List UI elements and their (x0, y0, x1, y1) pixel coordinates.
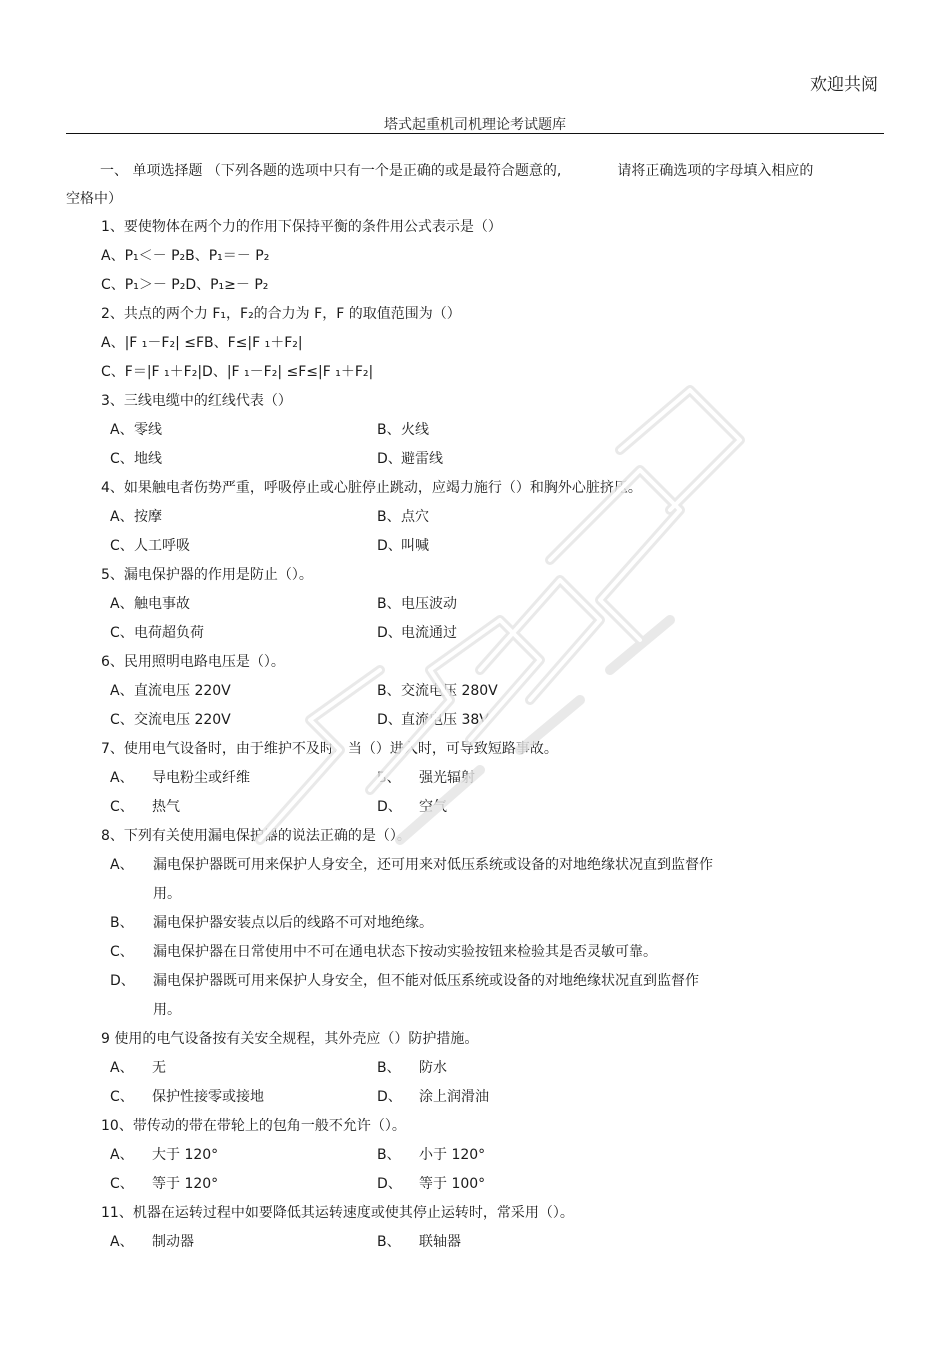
option-long (0, 909, 950, 938)
option-text: 电压波动 (401, 596, 457, 612)
option (110, 706, 231, 735)
option-key: B、 (377, 596, 401, 612)
question-1 (0, 213, 950, 300)
option-text: 触电事故 (134, 596, 190, 612)
option-text: 防水 (419, 1060, 447, 1076)
option-line: A、|F ₁－F₂| ≤FB、F≤|F ₁＋F₂| (101, 335, 303, 351)
option-row (0, 677, 950, 706)
option-text: 电荷超负荷 (134, 625, 204, 641)
option-row (0, 590, 950, 619)
option (110, 1141, 218, 1170)
option-key: A、 (110, 857, 134, 873)
option-text: 制动器 (152, 1234, 194, 1250)
option-key: B、 (377, 509, 401, 525)
option-key: C、 (110, 1089, 134, 1105)
option (377, 445, 443, 474)
option-key: B、 (377, 1234, 401, 1250)
option-row (0, 503, 950, 532)
option-key: C、 (110, 799, 134, 815)
option-text: 无 (152, 1060, 166, 1076)
option-row (0, 532, 950, 561)
option-key: B、 (377, 422, 401, 438)
option-text: 导电粉尘或纤维 (152, 770, 250, 786)
option-key: A、 (110, 1147, 134, 1163)
question-stem: 2、共点的两个力 F₁，F₂的合力为 F，F 的取值范围为（） (101, 306, 461, 322)
option-row (0, 1141, 950, 1170)
option-text: 人工呼吸 (134, 538, 190, 554)
option-row (0, 706, 950, 735)
option (377, 793, 447, 822)
option-line: C、P₁＞－ P₂D、P₁≥－ P₂ (101, 277, 269, 293)
option-long (0, 938, 950, 967)
option-line: C、F＝|F ₁＋F₂|D、|F ₁－F₂| ≤F≤|F ₁＋F₂| (101, 364, 374, 380)
option-text: 漏电保护器既可用来保护人身安全，但不能对低压系统或设备的对地绝缘状况直到监督作用。 (153, 973, 699, 1018)
option-text: 等于 120° (152, 1176, 219, 1192)
option-text: 交流电压 220V (134, 712, 231, 728)
option-row (0, 1170, 950, 1199)
question-8 (0, 822, 950, 1025)
option-key: C、 (110, 712, 134, 728)
option (110, 1054, 166, 1083)
option-text: 点穴 (401, 509, 429, 525)
option-key: D、 (377, 625, 402, 641)
option-text: 空气 (419, 799, 447, 815)
question-6 (0, 648, 950, 735)
option-row (0, 793, 950, 822)
option-row (0, 416, 950, 445)
title-divider (66, 133, 884, 134)
option (110, 1228, 194, 1257)
option-key: A、 (110, 509, 134, 525)
question-10 (0, 1112, 950, 1199)
option-key: B、 (110, 915, 134, 931)
question-stem: 10、带传动的带在带轮上的包角一般不允许（）。 (101, 1118, 406, 1134)
option-row (0, 1083, 950, 1112)
question-stem: 3、三线电缆中的红线代表（） (101, 393, 292, 409)
option-long (0, 967, 950, 1025)
option (110, 503, 162, 532)
header-welcome-text: 欢迎共阅 (810, 75, 878, 95)
option-row (0, 764, 950, 793)
option (377, 416, 429, 445)
section-intro (66, 157, 866, 213)
option-text: 保护性接零或接地 (152, 1089, 264, 1105)
question-stem: 7、使用电气设备时，由于维护不及时，当（）进入时，可导致短路事故。 (101, 741, 558, 757)
option-text: 零线 (134, 422, 162, 438)
option-key: A、 (110, 596, 134, 612)
option-text: 等于 100° (419, 1176, 486, 1192)
option-key: C、 (110, 625, 134, 641)
question-9 (0, 1025, 950, 1112)
option-row (0, 619, 950, 648)
option-row (0, 445, 950, 474)
option-text: 避雷线 (401, 451, 443, 467)
option-long (0, 851, 950, 909)
option-text: 联轴器 (419, 1234, 461, 1250)
option-text: 直流电压 220V (134, 683, 231, 699)
option (110, 764, 250, 793)
option-key: A、 (110, 422, 134, 438)
question-stem: 5、漏电保护器的作用是防止（）。 (101, 567, 313, 583)
option-key: A、 (110, 1060, 134, 1076)
option (377, 677, 498, 706)
option-key: D、 (377, 799, 402, 815)
option (377, 1141, 485, 1170)
question-4 (0, 474, 950, 561)
option-text: 交流电压 280V (401, 683, 498, 699)
question-stem: 4、如果触电者伤势严重，呼吸停止或心脏停止跳动，应竭力施行（）和胸外心脏挤压。 (101, 480, 642, 496)
question-11 (0, 1199, 950, 1257)
question-stem: 1、要使物体在两个力的作用下保持平衡的条件用公式表示是（） (101, 219, 502, 235)
option (377, 532, 429, 561)
question-stem: 9 使用的电气设备按有关安全规程，其外壳应（）防护措施。 (101, 1031, 479, 1047)
option (110, 793, 180, 822)
option (377, 706, 489, 735)
option (377, 619, 457, 648)
question-stem: 8、下列有关使用漏电保护器的说法正确的是（）。 (101, 828, 411, 844)
section-intro-line-1: 一、 单项选择题 （下列各题的选项中只有一个是正确的或是最符合题意的, 请将正确选项的字母填入相应的 (100, 163, 814, 179)
option (377, 1054, 447, 1083)
section-intro-line-2: 空格中） (66, 191, 122, 207)
option-text: 涂上润滑油 (419, 1089, 489, 1105)
option-key: D、 (377, 712, 402, 728)
option-row (0, 1054, 950, 1083)
option-key: C、 (110, 944, 134, 960)
option-key: A、 (110, 1234, 134, 1250)
option (377, 1228, 461, 1257)
option (110, 590, 190, 619)
option-text: 电流通过 (401, 625, 457, 641)
document-title: 塔式起重机司机理论考试题库 (384, 117, 566, 133)
option-text: 叫喊 (401, 538, 429, 554)
option (110, 416, 162, 445)
option (110, 532, 190, 561)
option-row (0, 1228, 950, 1257)
option (377, 590, 457, 619)
question-stem: 11、机器在运转过程中如要降低其运转速度或使其停止运转时，常采用（）。 (101, 1205, 574, 1221)
option-key: C、 (110, 538, 134, 554)
option-key: D、 (110, 973, 135, 989)
option-key: C、 (110, 1176, 134, 1192)
option-text: 小于 120° (419, 1147, 486, 1163)
option-key: C、 (110, 451, 134, 467)
option-text: 火线 (401, 422, 429, 438)
question-list (0, 213, 950, 1257)
option-key: A、 (110, 770, 134, 786)
question-stem: 6、民用照明电路电压是（）。 (101, 654, 285, 670)
option (110, 677, 231, 706)
option (377, 1170, 485, 1199)
option (377, 503, 429, 532)
question-2 (0, 300, 950, 387)
option-key: B、 (377, 683, 401, 699)
question-5 (0, 561, 950, 648)
option-key: D、 (377, 1176, 402, 1192)
option-text: 漏电保护器既可用来保护人身安全，还可用来对低压系统或设备的对地绝缘状况直到监督作用。 (153, 857, 713, 902)
option-key: D、 (377, 1089, 402, 1105)
option-key: D、 (377, 538, 402, 554)
option-key: B、 (377, 1060, 401, 1076)
option-text: 漏电保护器在日常使用中不可在通电状态下按动实验按钮来检验其是否灵敏可靠。 (153, 944, 657, 960)
option (377, 764, 475, 793)
option-key: B、 (377, 1147, 401, 1163)
option-key: A、 (110, 683, 134, 699)
question-7 (0, 735, 950, 822)
option (110, 1170, 218, 1199)
option-text: 地线 (134, 451, 162, 467)
option-key: B、 (377, 770, 401, 786)
option-text: 强光辐射 (419, 770, 475, 786)
option-text: 漏电保护器安装点以后的线路不可对地绝缘。 (153, 915, 433, 931)
option (377, 1083, 489, 1112)
option-text: 热气 (152, 799, 180, 815)
option (110, 1083, 264, 1112)
option-key: D、 (377, 451, 402, 467)
question-3 (0, 387, 950, 474)
option (110, 445, 162, 474)
option-text: 大于 120° (152, 1147, 219, 1163)
option (110, 619, 204, 648)
option-text: 按摩 (134, 509, 162, 525)
option-line: A、P₁＜－ P₂B、P₁＝－ P₂ (101, 248, 270, 264)
option-text: 直流电压 38V (401, 712, 489, 728)
